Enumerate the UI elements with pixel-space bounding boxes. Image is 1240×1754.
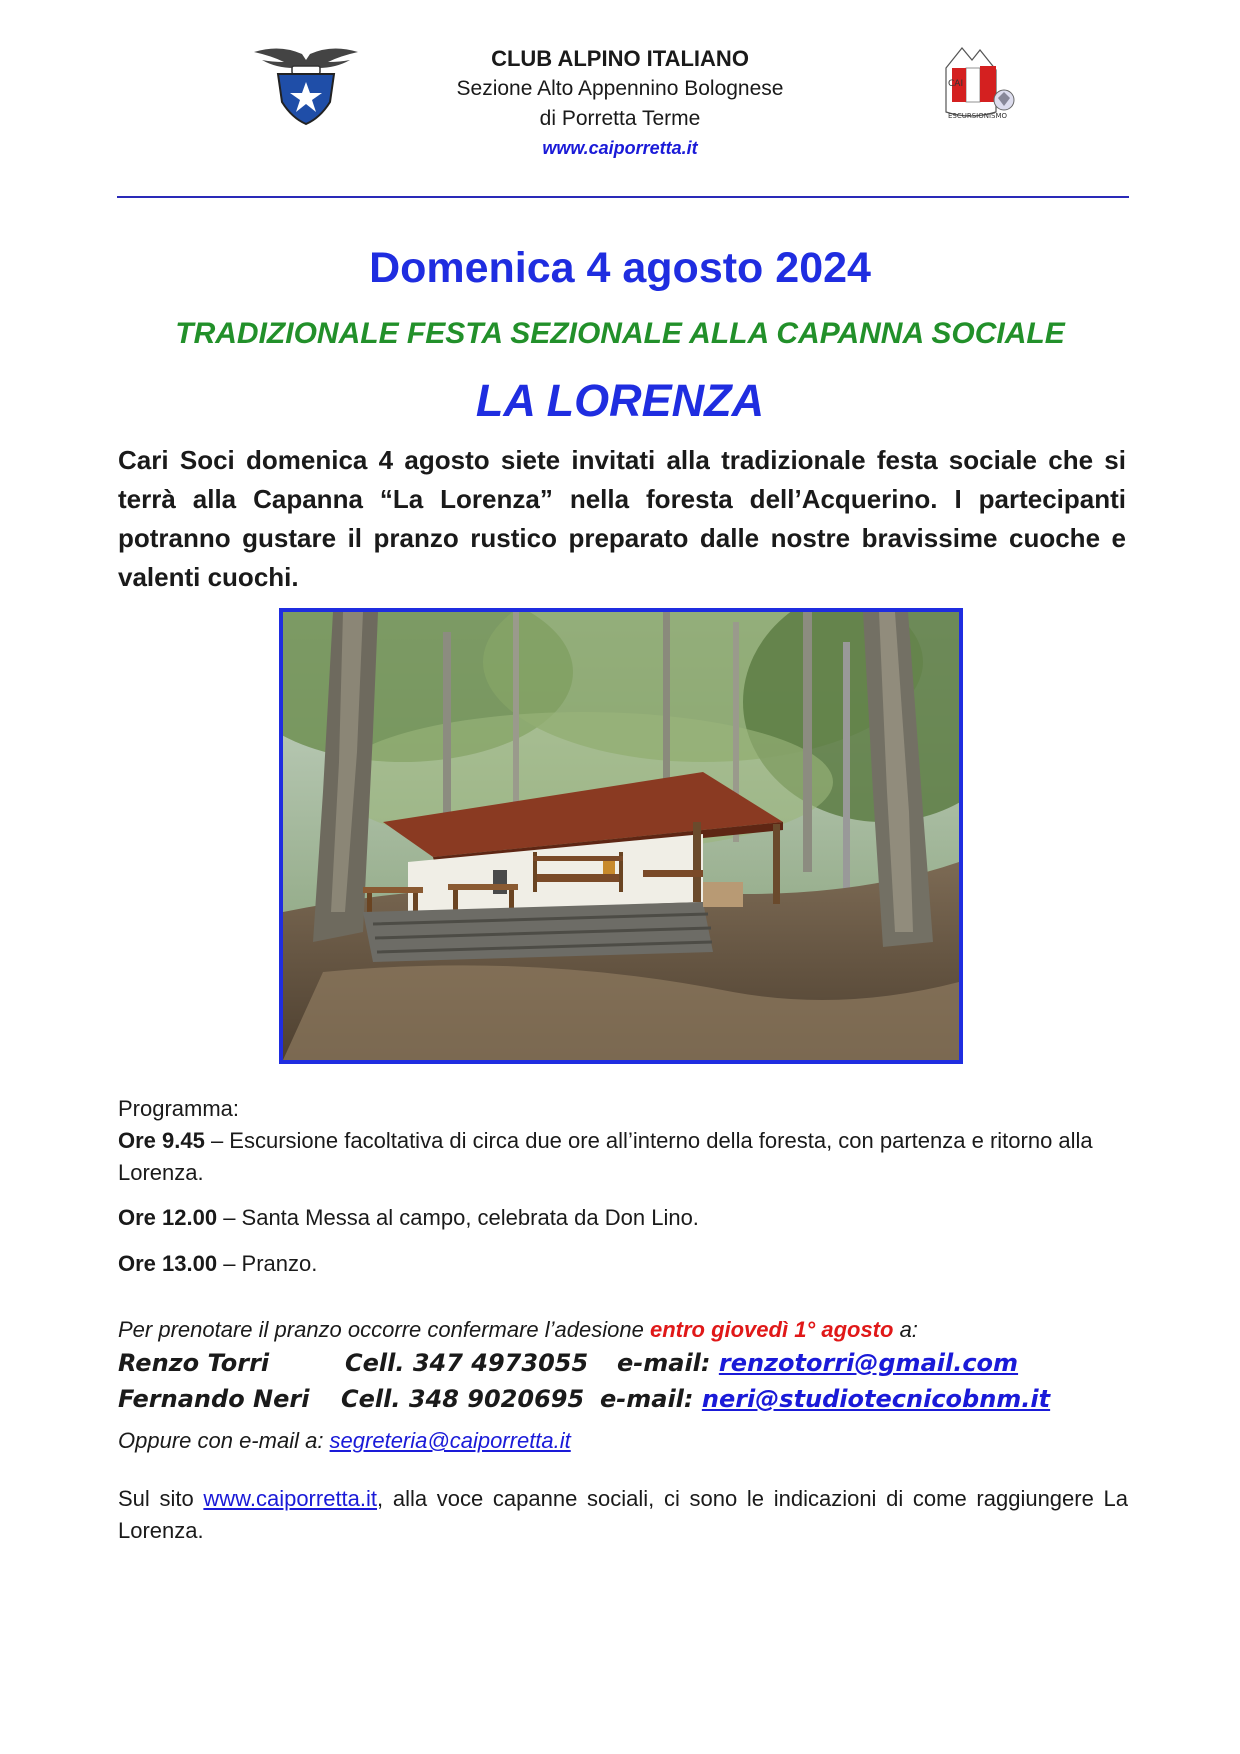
section-town: di Porretta Terme (539, 107, 701, 130)
site-link[interactable]: www.caiporretta.it (203, 1486, 378, 1511)
header-divider (117, 196, 1129, 198)
contact-email (600, 1385, 1050, 1413)
program-text: – Santa Messa al campo, celebrata da Don Lino. (217, 1205, 699, 1230)
club-name: CLUB ALPINO ITALIANO (491, 46, 749, 71)
program-text: – Pranzo. (217, 1251, 318, 1276)
program-item (118, 1202, 1128, 1234)
program-time: Ore 13.00 (118, 1251, 218, 1276)
site-url-link[interactable]: www.caiporretta.it (542, 138, 698, 158)
secretary-email-link[interactable]: segreteria@caiporretta.it (329, 1428, 571, 1453)
program-item (118, 1248, 1128, 1280)
event-place-title: LA LORENZA (475, 375, 765, 426)
program-time: Ore 9.45 (118, 1128, 205, 1153)
booking-suffix: a: (893, 1317, 918, 1342)
contact-email (617, 1349, 1018, 1377)
hut-in-forest-image (283, 612, 959, 1060)
program-time: Ore 12.00 (118, 1205, 218, 1230)
booking-instructions (118, 1314, 1128, 1346)
event-date-title: Domenica 4 agosto 2024 (369, 244, 871, 292)
contact-name: Fernando Neri (118, 1385, 310, 1413)
event-subtitle: TRADIZIONALE FESTA SEZIONALE ALLA CAPANNA SOCIALE (175, 317, 1065, 350)
alternative-contact (118, 1425, 1128, 1457)
hut-photo (279, 608, 963, 1064)
contact-email-link[interactable]: renzotorri@gmail.com (718, 1349, 1019, 1377)
program-text: – Escursione facoltativa di circa due ore all’interno della foresta, con partenza e ritorno alla Lorenza. (118, 1128, 1093, 1185)
contact-phone: Cell. 348 9020695 (341, 1385, 585, 1413)
email-label: e-mail: (600, 1385, 702, 1413)
contact-name: Renzo Torri (118, 1349, 270, 1377)
svg-text:CAI: CAI (948, 79, 964, 89)
program-item (118, 1125, 1128, 1189)
site-note-suffix: , alla voce capanne sociali, ci sono le indicazioni di come raggiungere La Lorenza. (118, 1486, 1128, 1543)
contact-email-link[interactable]: neri@studiotecnicobnm.it (701, 1385, 1051, 1413)
booking-deadline: entro giovedì 1° agosto (649, 1317, 894, 1342)
section-name: Sezione Alto Appennino Bolognese (456, 77, 784, 100)
email-label: e-mail: (617, 1349, 719, 1377)
site-note-prefix: Sul sito (118, 1486, 204, 1511)
intro-paragraph: Cari Soci domenica 4 agosto siete invitati alla tradizionale festa sociale che si terrà alla Capanna “La Lorenza” nella foresta dell’Acquerino. I partecipanti potranno gustare il pranzo rustico preparato dalle nostre bravissime cuoche e valenti cuochi. (118, 445, 1126, 592)
program-title: Programma: (118, 1096, 240, 1121)
svg-text:ESCURSIONISMO: ESCURSIONISMO (948, 112, 1008, 120)
booking-prefix: Per prenotare il pranzo occorre confermare l’adesione (118, 1317, 650, 1342)
contact-phone: Cell. 347 4973055 (345, 1349, 589, 1377)
site-note-paragraph (118, 1483, 1128, 1547)
alt-email-prefix: Oppure con e-mail a: (118, 1428, 330, 1453)
